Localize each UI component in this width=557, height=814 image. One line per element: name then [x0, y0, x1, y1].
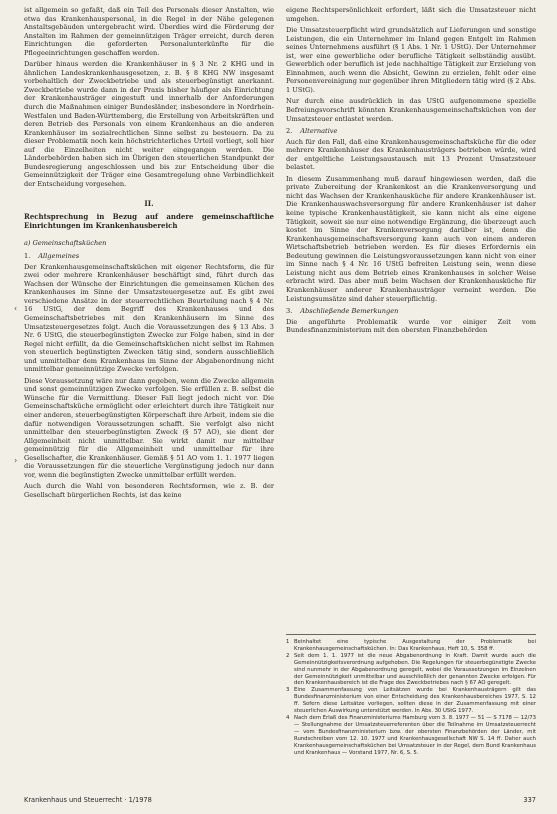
subsection-heading: a) Gemeinschaftsküchen — [24, 238, 107, 247]
page-number: 337 — [523, 796, 536, 804]
item-heading — [286, 307, 536, 316]
footnote — [286, 639, 536, 653]
footnote-number: 2 — [286, 652, 290, 659]
footnote — [286, 653, 536, 688]
paragraph: Diese Voraussetzung wäre nur dann gegeben, wenn die Zwecke allgemein und sonst gemeinnützigen Zwecke verfolgen. Sie erfüllen z. B. selbst die Wünsche für die Vermittlung. Dieser Fall liegt jedoch nicht vor. Die Gemeinschaftsküche ermöglicht oder erleichtert durch ihre Tätigkeit nur einer anderen, steuerbegünstigten Körperschaft ihre Arbeit, indem sie die dafür notwendigen Voraussetzungen schafft. Sie verfolgt also nicht unmittelbar den steuerbegünstigten Zweck (§ 57 AO), sie dient der Allgemeinheit nicht unmittelbar. Sie wirkt damit nur mittelbar gemeinnützig für die Allgemeinheit und unmittelbar für ihre Gesellschafter, die Krankenhäuser. Gemäß § 51 AO vom 1. 1. 1977 liegen die Voraussetzungen für die steuerliche Vergünstigung jedoch nur dann vor, wenn die begünstigten Zwecke unmittelbar erfüllt werden. — [24, 376, 274, 479]
footnote-text: Seit dem 1. 1. 1977 ist die neue Abgabenordnung in Kraft. Damit wurde auch die Gemeinnützigkeitsverordnung aufgehoben. Die Regelungen für steuerbegünstigte Zwecke sind nunmehr in der Abgabenordnung geregelt, wobei die Voraussetzungen im Einzelnen der Gemeinnützigkeit unmittelbar und ausschließlich der genannten Zwecke erfolgen. Für den Krankenhausbereich ist die Frage des Zweckbetriebes nach § 67 AO geregelt. — [294, 652, 536, 687]
paragraph: Auch durch die Wahl von besonderen Rechtsformen, wie z. B. der Gesellschaft bürgerlichen Rechts, ist das keine — [24, 482, 274, 499]
item-heading — [286, 127, 536, 136]
item-title: Abschließende Bemerkungen — [300, 307, 399, 316]
footnote-number: 1 — [286, 639, 290, 645]
item-number: 3. — [286, 307, 293, 316]
left-column — [24, 6, 274, 502]
margin-mark: › — [14, 456, 18, 465]
item-heading — [24, 252, 274, 261]
footnote — [286, 715, 536, 756]
paragraph: Auch für den Fall, daß eine Krankenhausgemeinschaftsküche für die oder mehrere Krankenhäuser des Krankenhausträgers betrieben würde, wird der entgeltliche Leistungsaustausch mit 13 Prozent Umsatzsteuer belastet. — [286, 137, 536, 172]
footnote-number: 3 — [286, 687, 290, 694]
section-number: II. — [144, 199, 154, 209]
paragraph: Die Umsatzsteuerpflicht wird grundsätzlich auf Lieferungen und sonstige Leistungen, die ein Unternehmer im Inland gegen Entgelt im Rahmen seines Unternehmens ausführt (§ 1 Abs. 1 Nr. 1 UStG). Der Unternehmer ist, wer eine gewerbliche oder berufliche Tätigkeit selbständig ausübt. Gewerblich oder beruflich ist jede nachhaltige Tätigkeit zur Erzielung von Einnahmen, auch wenn die Absicht, Gewinn zu erzielen, fehlt oder eine Personenvereinigung nur gegenüber ihren Mitgliedern tätig wird (§ 2 Abs. 1 UStG). — [286, 26, 536, 94]
paragraph: Der Krankenhausgemeinschaftsküchen mit eigener Rechtsform, die für zwei oder mehrere Krankenhäuser beschäftigt sind, führt durch das Wachsen der Wünsche der Einrichtungen die gemeinsamen Küchen des Krankenhauses im Sinne der Umsatzsteuergesetze auf. Es gibt zwei verschiedene Ansätze in der steuerrechtlichen Beurteilung nach § 4 Nr. 16 UStG, der dem Begriff des Krankenhauses und des Gemeinschaftsbetriebes mit den Krankenhäusern im Sinne des Umsatzsteuergesetzes folgt. Auch die Voraussetzungen des § 13 Abs. 3 Nr. 6 UStG, die steuerbegünstigten Zwecke zur Folge haben, sind in der Regel nicht erfüllt, da die Gemeinschaftsküchen nicht selbst im Rahmen von steuerlich begünstigten Zwecken tätig sind, sondern ausschließlich und unmittelbar dem Krankenhaus im Sinne der Abgabenordnung nicht unmittelbar gemeinnützige Zwecke verfolgen. — [24, 262, 274, 374]
page-footer — [24, 796, 536, 804]
item-title: Alternative — [300, 127, 338, 136]
paragraph: Die angeführte Problematik wurde vor einiger Zeit vom Bundesfinanzministerium mit den obersten Finanzbehörden — [286, 317, 536, 335]
footnotes — [286, 634, 536, 756]
footnote-text: Nach dem Erlaß des Finanzministeriums Hamburg vom 3. 8. 1977 — 51 — S 7178 — 12/73 — Stellungnahme der Umsatzsteuerreferenten über die Teilnahme im Umsatzsteuerrecht — vom Bundesfinanzministerium bzw. der obersten Finanzbehörden der Länder, mit Rundschreiben vom 12. 10. 1977 und Krankenhausgesellschaft NW S. 14 ff. Daher auch Krankenhausgemeinschaftsküchen bei Umsatzsteuer in der Regel, dem Bund Krankenhaus und Krankenhaus — Vorstand 1977, Nr. 6, S. 5. — [294, 714, 536, 756]
footnote-text: Eine Zusammenfassung von Leitsätzen wurde bei Krankenhausträgern gilt das Bundesfinanzministerium von einer Entscheidung des Krankenhausbereiches 1977, S. 12 ff. Sofern diese Leitsätze vorliegen, sollten diese in der Zusammenfassung mit einer steuerlichen Auswirkung unterstützt werden. In Abs. 30 UStG 1977. — [294, 687, 536, 715]
footnote-number: 4 — [286, 714, 290, 721]
footnote-text: Beinhaltet eine typische Ausgestaltung der Problematik bei Krankenhausgemeinschaftsküchen. In: Das Krankenhaus, Heft 10, S. 358 ff. — [294, 639, 536, 652]
paragraph: Darüber hinaus werden die Krankenhäuser in § 3 Nr. 2 KHG und in ähnlichen Landeskrankenhausgesetzen, z. B. § 8 KHG NW insgesamt vorbehaltlich der Zweckbetriebe und als steuerbegünstigt anerkannt. Zweckbetriebe wurde dann in der Praxis bisher häufiger als Einrichtung der Krankenhausträger eingestuft und innerhalb der Anforderungen durch die Maßnahmen einiger Bundesländer, insbesondere in Nordrhein-Westfalen und Baden-Württemberg, die Erstellung von Arbeitskräften und deren Betrieb des Personals von einem Krankenhaus an die anderen Krankenhäuser im sozialrechtlichen Sinne selbst zu besteuern. Da zu dieser Problematik noch kein höchstrichterliches Urteil vorliegt, soll hier auf die Einzelheiten nicht weiter eingegangen werden. Die Länderbehörden haben sich im Übrigen den steuerlichen Standpunkt der Bundesregierung angeschlossen und bis zur Entscheidung über die Gemeinnützigkeit der Träger eine Gesamtregelung ohne Verbindlichkeit der Entscheidung vorgesehen. — [24, 60, 274, 188]
paragraph: ist allgemein so gefaßt, daß ein Teil des Personals dieser Anstalten, wie etwa das Krankenhauspersonal, in die Regel in der Nähe gelegenen Anstaltsgebäuden untergebracht wird. Überdies wird die Förderung der Anstalten im Rahmen der gemeinnützigen Träger erreicht, durch deren Einrichtungen die geforderten Personalunterkünfte für die Pflegeeinrichtungen geschaffen werden. — [24, 6, 274, 57]
footnote — [286, 687, 536, 715]
item-number: 2. — [286, 127, 293, 136]
paragraph: eigene Rechtspersönlichkeit erfordert, läßt sich die Umsatzsteuer nicht umgehen. — [286, 6, 536, 23]
section-title: Rechtsprechung in Bezug auf andere gemeinschaftliche Einrichtungen im Krankenhausbereich — [24, 212, 274, 230]
right-column — [286, 6, 536, 338]
item-title: Allgemeines — [38, 252, 80, 261]
paragraph: In diesem Zusammenhang muß darauf hingewiesen werden, daß die private Zubereitung der Krankenkost an die Krankenversorgung und nicht das Wachsen der Krankenhausküche für andere Krankenhäuser ist. Die Krankenhauswachsversorgung für andere Krankenhäuser ist daher keine typische Krankenhaustätigkeit, sie kann nicht als eine eigene Tätigkeit, soweit sie nur eine notwendige Ergänzung, die überzeugt auch kostet im Sinne der Krankenversorgung darüber ist, denn die Krankenhausgemeinschaftsversorgung kann auch von einem anderen Wirtschaftsbetrieb betrieben werden. Es für dieses Erfordernis ein Bedeutung gewinnen die Leistungsvoraussetzungen kann nicht von einer im Sinne nach § 4 Nr. 16 UStG befreiten Leistung sein, wenn diese Leistung nicht aus dem Betrieb eines Krankenhauses in solcher Weise erbracht wird. Das aber muß beim Wachsen der Krankenhausküche für Krankenhäuser anderer Krankenhausträger verneint werden. Die Leistungsumsätze sind daher steuerpflichtig. — [286, 174, 536, 303]
item-number: 1. — [24, 252, 31, 261]
paragraph: Nur durch eine ausdrücklich in das UStG aufgenommene spezielle Befreiungsvorschrift könnten Krankenhausgemeinschaftsküchen von der Umsatzsteuer entlastet werden. — [286, 97, 536, 123]
journal-title: Krankenhaus und Steuerrecht · 1/1978 — [24, 796, 152, 804]
margin-mark: ‹ — [14, 304, 18, 313]
